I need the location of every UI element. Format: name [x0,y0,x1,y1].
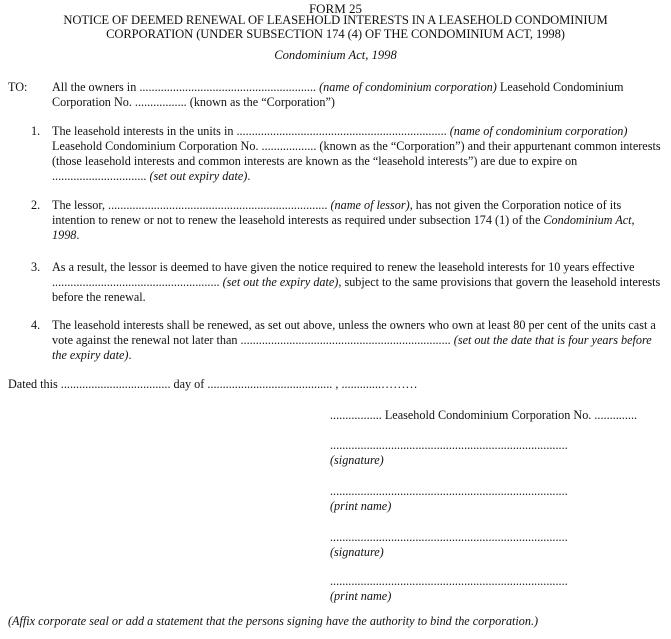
blank-line: .............................................................................. [330,530,568,544]
dated-line: Dated this .................................... day of ......................................... , .............……… [8,377,418,391]
paragraph-2 [52,198,664,243]
signature-caption: (signature) [330,453,384,467]
paragraph-italic: Condominium Act, 1998 [52,213,635,242]
paragraph-italic: (set out the expiry date) [222,275,339,289]
to-addressee [52,80,664,110]
seal-instruction: (Affix corporate seal or add a statement that the persons signing have the authority to bind the corporation.) [8,614,539,628]
paragraph-text: Leasehold Condominium Corporation No. .................. (known as the “Corporation”) and their appurtenant common interests (those leasehold interests and common interests are known as the “leasehold interests”) are due to expire on ............................... [52,139,661,183]
paragraph-text: . [76,228,80,242]
act-name: Condominium Act, 1998 [274,48,397,62]
paragraph-number-3: 3. [31,260,41,274]
paragraph-3 [52,260,664,305]
to-label: TO: [8,80,28,94]
blank-line: .............................................................................. [330,438,568,452]
paragraph-text: As a result, the lessor is deemed to have given the notice required to renew the leasehold interests for 10 years effective ....................................................... [52,260,635,289]
paragraph-text: , has not given the Corporation notice of its intention to renew or not to renew the leasehold interests as required under subsection 174 (1) of the [52,198,622,227]
paragraph-number-2: 2. [31,198,41,212]
form-title-line-2: CORPORATION (UNDER SUBSECTION 174 (4) OF THE CONDOMINIUM ACT, 1998) [106,26,565,41]
form-title-line-1: NOTICE OF DEEMED RENEWAL OF LEASEHOLD INTERESTS IN A LEASEHOLD CONDOMINIUM [63,13,608,27]
form-title [0,14,671,41]
paragraph-number-4: 4. [31,318,41,332]
paragraph-italic: (name of lessor) [330,198,410,212]
blank-line: .............................................................................. [330,484,568,498]
to-text-a: All the owners in .......................................................... [52,80,317,94]
corporation-line: ................. Leasehold Condominium Corporation No. .............. [330,408,638,422]
to-text-b: Leasehold Condominium Corporation No. ................. (known as the “Corporation”) [52,80,624,109]
paragraph-italic: (set out the date that is four years before the expiry date) [52,333,652,362]
paragraph-text: . [128,348,132,362]
paragraph-number-1: 1. [31,124,41,138]
to-italic-a: (name of condominium corporation) [319,80,497,94]
paragraph-text: The leasehold interests shall be renewed, as set out above, unless the owners who own at least 80 per cent of the units cast a vote against the renewal not later than ..................................................................... [52,318,656,347]
print-name-line-1 [330,484,665,514]
paragraph-italic: (name of condominium corporation) [449,124,628,138]
print-name-caption: (print name) [330,499,392,513]
signature-line-2 [330,530,665,560]
paragraph-text: The leasehold interests in the units in ..................................................................... [52,124,450,138]
signature-caption: (signature) [330,545,384,559]
print-name-line-2 [330,574,665,604]
paragraph-italic: (set out expiry date) [149,169,248,183]
paragraph-4 [52,318,664,363]
blank-line: .............................................................................. [330,574,568,588]
paragraph-1 [52,124,664,184]
signature-line-1 [330,438,665,468]
print-name-caption: (print name) [330,589,392,603]
paragraph-text: . [247,169,251,183]
form-number: FORM 25 [308,1,363,16]
paragraph-text: , subject to the same provisions that govern the leasehold interests before the renewal. [52,275,661,304]
paragraph-text: The lessor, ........................................................................ [52,198,331,212]
